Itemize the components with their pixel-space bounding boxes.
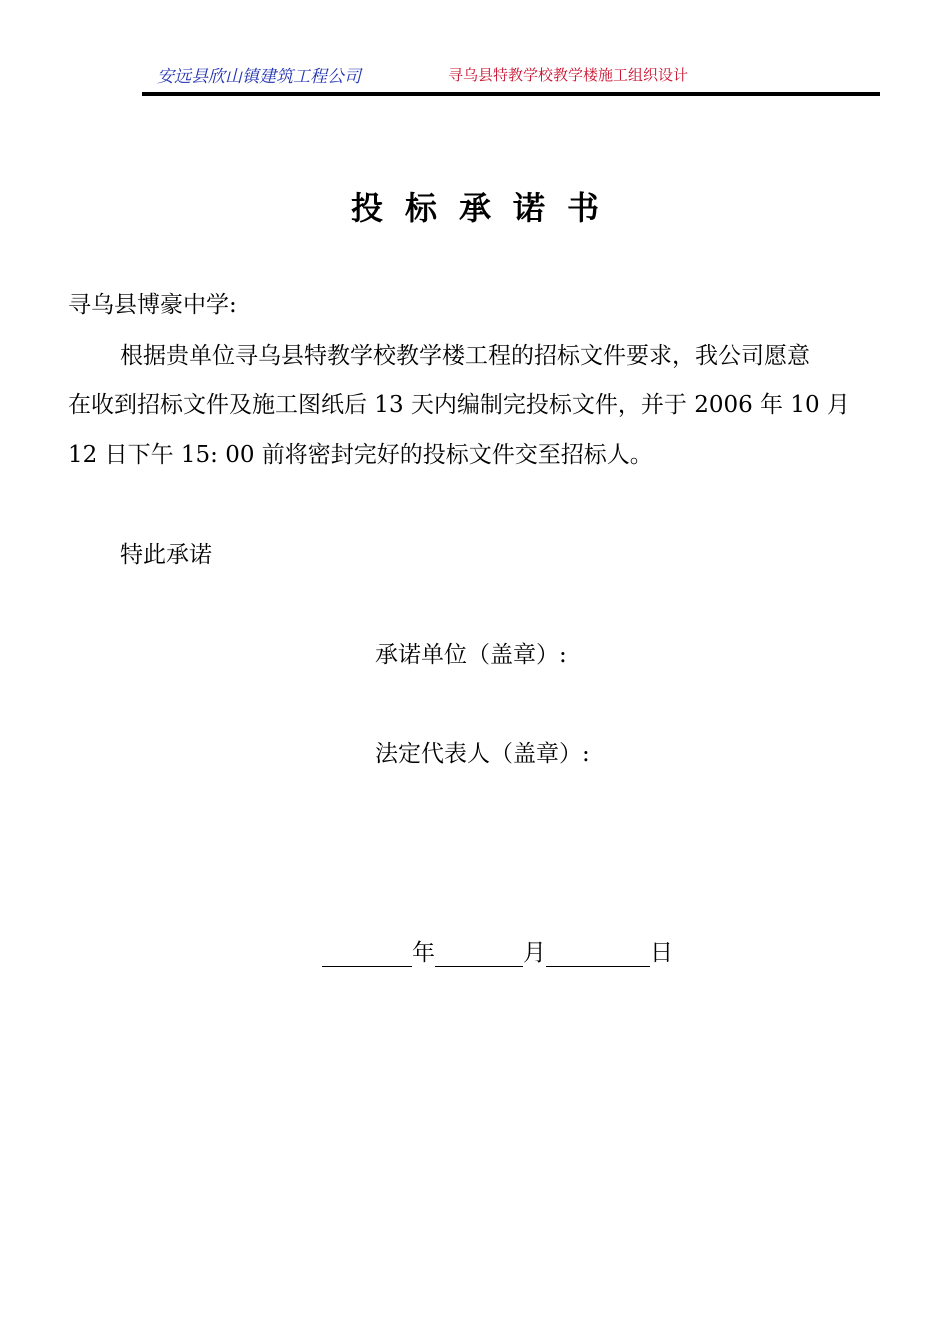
page-title: 投标承诺书 xyxy=(350,189,621,227)
signing-unit-label: 承诺单位（盖章）: xyxy=(375,642,567,668)
body-paragraph-line-1: 根据贵单位寻乌县特教学校教学楼工程的招标文件要求，我公司愿意 xyxy=(120,343,810,369)
header-company-name: 安远县欣山镇建筑工程公司 xyxy=(157,67,361,87)
legal-representative-label: 法定代表人（盖章）: xyxy=(375,741,590,767)
recipient-line: 寻乌县博豪中学: xyxy=(68,292,237,318)
header-project-name: 寻乌县特教学校教学楼施工组织设计 xyxy=(448,66,689,84)
day-label: 日 xyxy=(650,940,673,966)
commitment-statement: 特此承诺 xyxy=(120,542,212,568)
body-paragraph-line-3: 12 日下午 15: 00 前将密封完好的投标文件交至招标人。 xyxy=(68,442,653,468)
day-blank xyxy=(546,942,650,967)
date-line xyxy=(322,934,673,967)
body-paragraph-line-2: 在收到招标文件及施工图纸后 13 天内编制完投标文件，并于 2006 年 10 月 xyxy=(68,392,850,418)
month-label: 月 xyxy=(523,940,546,966)
year-label: 年 xyxy=(412,940,435,966)
month-blank xyxy=(435,942,523,967)
header-divider xyxy=(142,92,880,96)
year-blank xyxy=(322,942,412,967)
